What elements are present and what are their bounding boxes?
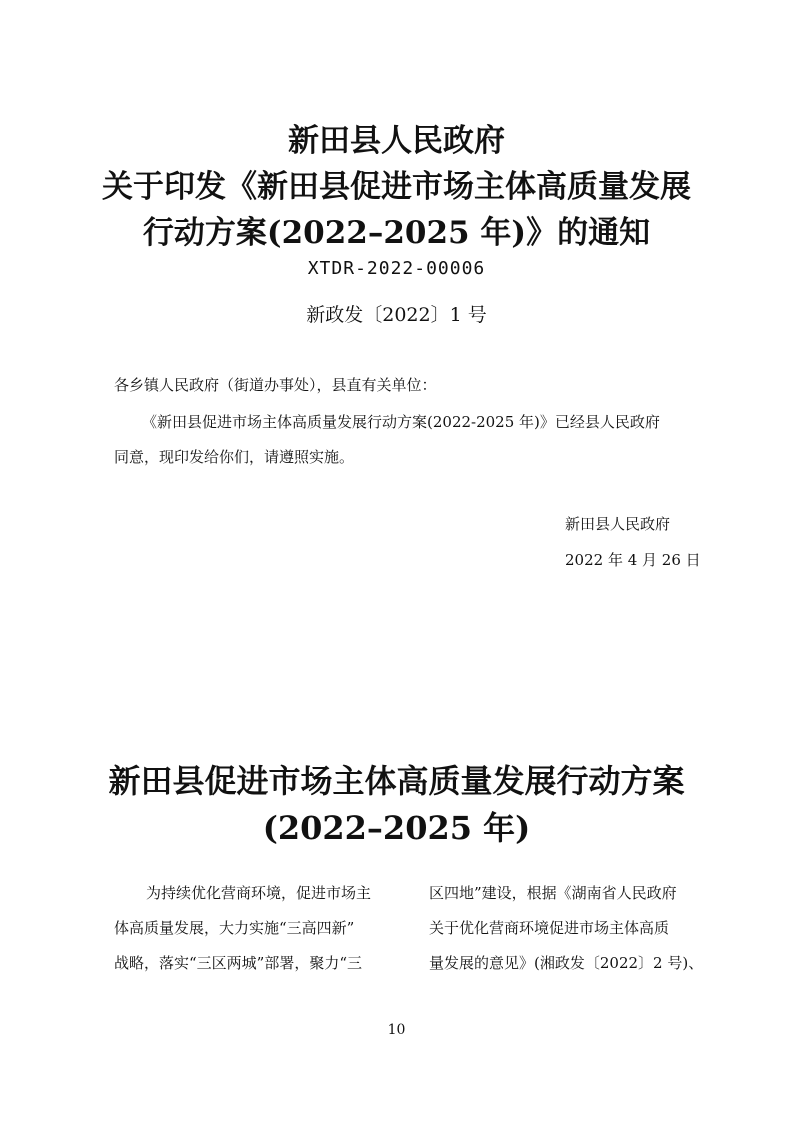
plan-title-line-2: (2022–2025 年) [262,809,531,847]
issuer-signature: 新田县人民政府 [565,515,671,533]
plan-left-column [114,876,371,981]
plan-title-line-1: 新田县促进市场主体高质量发展行动方案 [108,762,685,800]
left-column-line: 战略，落实“三区两城”部署，聚力“三 [114,954,363,972]
notice-title-line-3: 行动方案(2022–2025 年)》的通知 [142,215,651,251]
right-column-line: 区四地”建设，根据《湖南省人民政府 [429,884,677,902]
right-column-line: 关于优化营商环境促进市场主体高质 [429,919,670,937]
notice-body-line-1: 《新田县促进市场主体高质量发展行动方案(2022-2025 年)》已经县人民政府 [142,413,660,431]
right-column-line: 量发展的意见》(湘政发〔2022〕2 号)、 [429,954,704,972]
document-code: XTDR-2022-00006 [307,258,486,279]
salutation: 各乡镇人民政府（街道办事处），县直有关单位： [114,376,437,394]
page-number: 10 [387,1022,406,1038]
notice-title-line-1: 新田县人民政府 [288,123,505,159]
notice-body-line-2: 同意，现印发给你们，请遵照实施。 [114,448,355,466]
issue-date: 2022 年 4 月 26 日 [565,551,701,569]
left-column-line: 体高质量发展，大力实施“三高四新” [114,919,355,937]
left-column-line: 为持续优化营商环境，促进市场主 [146,884,372,902]
plan-right-column [429,876,703,981]
document-number: 新政发〔2022〕1 号 [306,304,487,326]
notice-title-line-2: 关于印发《新田县促进市场主体高质量发展 [102,169,691,205]
